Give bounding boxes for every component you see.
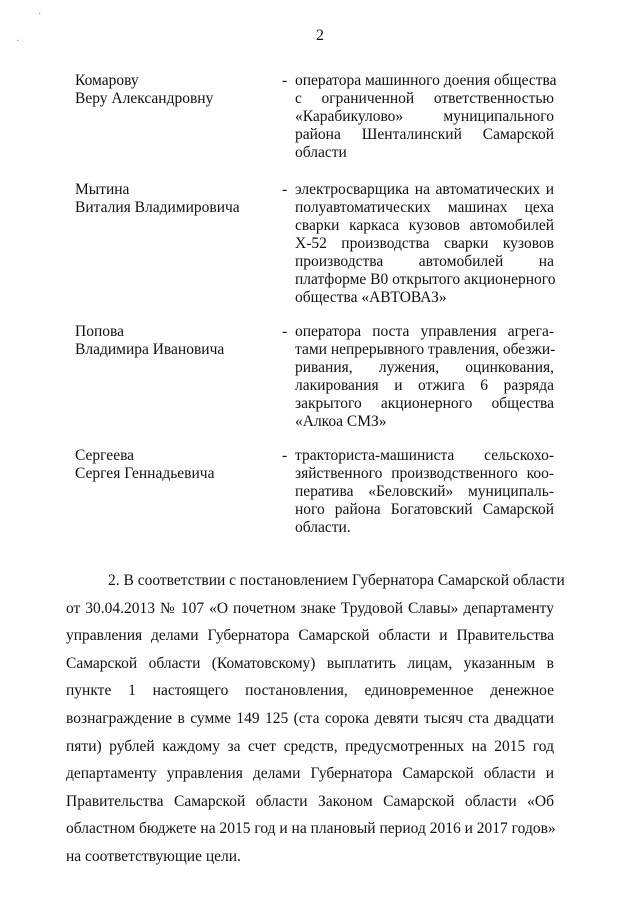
- paragraph-line: от 30.04.2013 № 107 «О почетном знаке Трудовой Славы» департаменту: [66, 599, 554, 617]
- name-line: Владимира Ивановича: [75, 341, 225, 358]
- desc-line: ривания, лужения, оцинкования,: [295, 359, 554, 376]
- position-description: [295, 181, 554, 307]
- desc-line: закрытого акционерного общества: [295, 395, 554, 412]
- desc-line: «Алкоа СМЗ»: [295, 413, 387, 430]
- desc-line: тракториста-машиниста сельскохо-: [295, 447, 554, 464]
- desc-line: оператора машинного доения общества: [295, 72, 557, 89]
- paragraph-line: на соответствующие цели.: [66, 847, 241, 865]
- name-line: Сергеева: [75, 447, 135, 464]
- paragraph-line: Самарской области (Коматовскому) выплатить лицам, указанным в: [66, 654, 554, 672]
- desc-line: ного района Богатовский Самарской: [295, 501, 554, 518]
- entry-dash: -: [282, 72, 288, 89]
- entry-dash: -: [282, 447, 288, 464]
- page-number: 2: [316, 27, 324, 44]
- position-description: [295, 447, 554, 537]
- person-name: [75, 72, 275, 108]
- paragraph-2: [66, 567, 565, 871]
- position-description: [295, 323, 554, 431]
- person-name: [75, 181, 275, 217]
- desc-line: полуавтоматических машинах цеха: [295, 199, 554, 216]
- desc-line: лакирования и отжига 6 разряда: [295, 377, 554, 394]
- desc-line: платформе В0 открытого акционерного: [295, 271, 556, 288]
- person-name: [75, 323, 275, 359]
- paragraph-line: управления делами Губернатора Самарской области и Правительства: [66, 627, 554, 645]
- scan-speck: ·: [16, 36, 20, 47]
- position-description: [295, 72, 557, 162]
- paragraph-line: областном бюджете на 2015 год и на плановый период 2016 и 2017 годов»: [66, 820, 556, 838]
- paragraph-line: вознаграждение в сумме 149 125 (ста сорока девяти тысяч ста двадцати: [66, 709, 554, 727]
- name-line: Веру Александровну: [75, 90, 214, 107]
- entry-dash: -: [282, 323, 288, 340]
- desc-line: электросварщика на автоматических и: [295, 181, 554, 198]
- entry-dash: -: [282, 181, 288, 198]
- desc-line: оператора поста управления агрега-: [295, 323, 554, 340]
- desc-line: ператива «Беловский» муниципаль-: [295, 483, 554, 500]
- desc-line: района Шенталинский Самарской: [295, 126, 554, 143]
- desc-line: сварки каркаса кузовов автомобилей: [295, 217, 554, 234]
- scan-speck: ·: [38, 9, 42, 20]
- desc-line: с ограниченной ответственностью: [295, 90, 554, 107]
- name-line: Сергея Геннадьевича: [75, 465, 215, 482]
- paragraph-line: Правительства Самарской области Законом Самарской области «Об: [66, 792, 554, 810]
- name-line: Комарову: [75, 72, 139, 89]
- desc-line: производства автомобилей на: [295, 253, 554, 270]
- paragraph-line: пяти) рублей каждому за счет средств, предусмотренных на 2015 год: [66, 737, 554, 755]
- name-line: Виталия Владимировича: [75, 199, 240, 216]
- desc-line: Х-52 производства сварки кузовов: [295, 235, 554, 252]
- person-name: [75, 447, 275, 483]
- desc-line: общества «АВТОВАЗ»: [295, 289, 447, 306]
- desc-line: «Карабикулово» муниципального: [295, 108, 554, 125]
- paragraph-line: 2. В соответствии с постановлением Губернатора Самарской области: [108, 572, 565, 589]
- paragraph-line: департаменту управления делами Губернатора Самарской области и: [66, 765, 554, 783]
- desc-line: зяйственного производственного коо-: [295, 465, 554, 482]
- name-line: Попова: [75, 323, 124, 340]
- name-line: Мытина: [75, 181, 130, 198]
- desc-line: области: [295, 144, 347, 161]
- desc-line: области.: [295, 519, 351, 536]
- paragraph-line: пункте 1 настоящего постановления, единовременное денежное: [66, 682, 554, 700]
- desc-line: тами непрерывного травления, обезжи-: [295, 341, 556, 358]
